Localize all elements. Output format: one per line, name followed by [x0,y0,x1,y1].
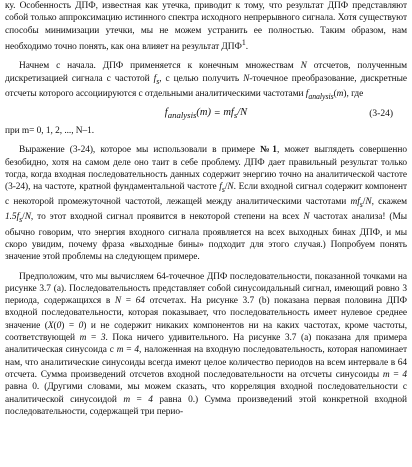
paragraph-1: ку. Особенность ДПФ, известная как утечка, приводит к тому, что результат ДПФ представляют собой только аппроксимацию истинного спектра исходного непрерывного сигнала. Хотя существуют способы минимизации утечки, мы не можем устранить ее полностью. Таким образом, нам необходимо точно понять, как она влияет на результат ДПФ$^1$. [5,1,407,53]
equation-rhs: $mf_s/N$ [223,107,248,121]
equation-equals: = [211,108,224,120]
paragraph-2: Начнем с начала. ДПФ применяется к конечным множествам N отсчетов, полученным дискретизацией сигнала с частотой $f_s$, с целью получить N-точечное преобразование, дискретные отсчеты которого ассоциируются с отдельными аналитическими частотами $f_{analysis}(m)$, где [5,61,408,101]
equation-number: (3-24) [369,108,393,119]
paragraph-gap [5,137,407,144]
paragraph-gap [5,264,407,271]
paragraph-3: при m= 0, 1, 2, ..., N–1. [5,125,95,136]
equation-3-24 [5,103,407,125]
paragraph-gap [5,53,407,60]
paragraph-5: Предположим, что мы вычисляем 64-точечное ДПФ последовательности, показанной точками на рисунке 3.7 (a). Последовательность представляет собой синусоидальный сигнал, имеющий ровно 3 периода, содержащихся в N = 64 отсчетах. На рисунке 3.7 (b) показана первая половина ДПФ входной последовательности, которая показывает, что последовательность имеет нулевое среднее значение (X(0) = 0) и не содержит никаких компонентов ни на каких частотах, кроме частоты, соответствующей m = 3. Пока ничего удивительного. На рисунке 3.7 (a) показана для примера аналитическая синусоида с m = 4, наложенная на входную последовательность, которая напоминает нам, что аналитические синусоиды всегда имеют целое количество периодов на всем интервале в 64 отсчета. Сумма произведений отсчетов входной последовательности на отсчеты синусоиды m = 4 равна 0. (Другими словами, мы можем сказать, что корреляция входной последовательности с аналитической синусоидой m = 4 равна 0.) Сумма произведений этой конкретной входной последовательности, содержащей три перио- [5,271,408,417]
paragraph-4: Выражение (3-24), которое мы использовали в примере №1, может выглядеть совершенно безобидно, хотя на самом деле оно таит в себе проблему. ДПФ дает правильный результат только тогда, когда входная последовательность данных содержит энергию точно на аналитической частоте (3-24), на частоте, кратной фундаментальной частоте $f_s/N$. Если входной сигнал содержит компонент с некоторой промежуточной частотой, лежащей между аналитическими частотами $mf_s/N$, скажем $1.5f_s/N$, то этот входной сигнал проявится в некоторой степени на всех N частотах анализа! (Мы обычно говорим, что энергия входного сигнала проявляется на всех выходных бинах ДПФ, и мы скоро увидим, почему фраза «выходные бины» подходит для этого случая.) Попробуем понять значение этой проблемы на следующем примере. [5,145,408,263]
equation-lhs: $f_{analysis}(m)$ [164,107,211,121]
